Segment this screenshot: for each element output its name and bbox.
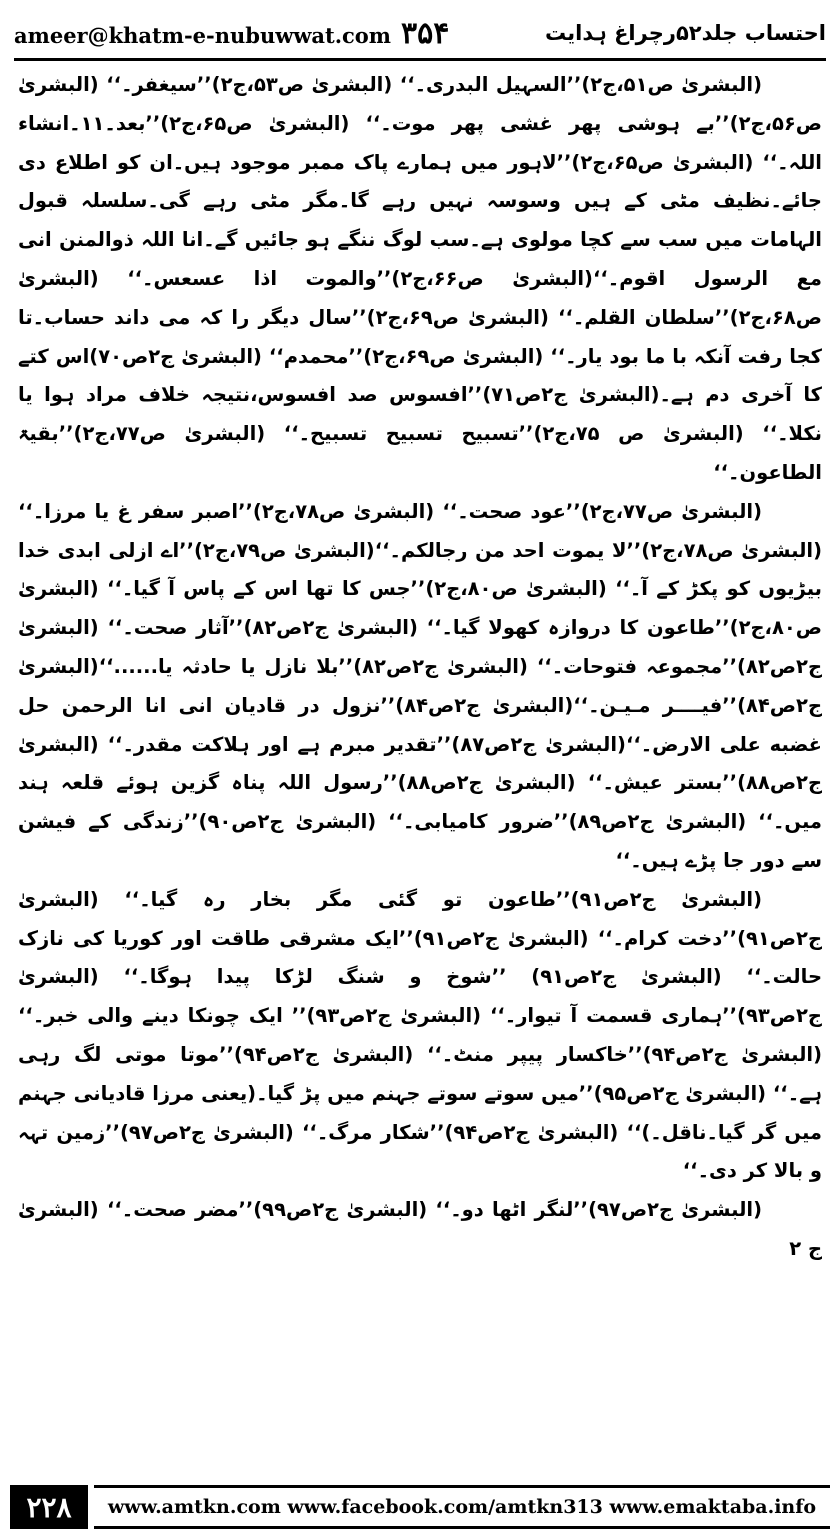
header-email: ameer@khatm-e-nubuwwat.com: [14, 22, 392, 48]
header-left: [14, 16, 449, 51]
paragraph-1: (البشریٰ ص۵۱،ج۲)’’السہیل البدری۔‘‘ (البشریٰ ص۵۳،ج۲)’’سیغفر۔‘‘ (البشریٰ ص۵۶،ج۲)’’بے ہوشی پھر غشی پھر موت۔‘‘ (البشریٰ ص۶۵،ج۲)’’بعد۔۱۱۔انشاء اللہ۔‘‘ (البشریٰ ص۶۵،ج۲)’’لاہور میں ہمارے پاک ممبر موجود ہیں۔ان کو اطلاع دی جائے۔نظیف مٹی کے ہیں وسوسہ نہیں رہے گا۔مگر مٹی رہے گی۔سلسلہ قبول الہامات میں سب سے کچا مولوی ہے۔سب لوگ ننگے ہو جائیں گے۔انا اللہ ذوالمنن انی مع الرسول اقوم۔‘‘(البشریٰ ص۶۶،ج۲)’’والموت اذا عسعس۔‘‘ (البشریٰ ص۶۸،ج۲)’’سلطان القلم۔‘‘ (البشریٰ ص۶۹،ج۲)’’سال دیگر را کہ می داند حساب۔تا کجا رفت آنکہ با ما بود یار۔‘‘ (البشریٰ ص۶۹،ج۲)’’محمدم‘‘ (البشریٰ ج۲ص۷۰)اس کتے کا آخری دم ہے۔(البشریٰ ج۲ص۷۱)’’افسوس صد افسوس،نتیجہ خلاف مراد ہوا یا نکلا۔‘‘ (البشریٰ ص ۷۵،ج۲)’’تسبیح تسبیح تسبیح۔‘‘ (البشریٰ ص۷۷،ج۲)’’بقیۃ الطاعون۔‘‘: [18, 73, 822, 484]
footer-links: www.amtkn.com www.facebook.com/amtkn313 www.emaktaba.info: [94, 1485, 830, 1529]
footer-page-number: ۲۲۸: [10, 1485, 88, 1529]
paragraph-4: (البشریٰ ج۲ص۹۷)’’لنگر اٹھا دو۔‘‘ (البشریٰ ج۲ص۹۹)’’مضر صحت۔‘‘ (البشریٰ ج ۲: [18, 1198, 822, 1260]
paragraph-2: (البشریٰ ص۷۷،ج۲)’’عود صحت۔‘‘ (البشریٰ ص۷۸،ج۲)’’اصبر سفر غ یا مرزا۔‘‘ (البشریٰ ص۷۸،ج۲)’’لا یموت احد من رجالکم۔‘‘(البشریٰ ص۷۹،ج۲)’’اے ازلی ابدی خدا بیڑیوں کو پکڑ کے آ۔‘‘ (البشریٰ ص۸۰،ج۲)’’جس کا تھا اس کے پاس آ گیا۔‘‘ (البشریٰ ص۸۰،ج۲)’’طاعون کا دروازہ کھولا گیا۔‘‘ (البشریٰ ج۲ص۸۲)’’آثار صحت۔‘‘ (البشریٰ ج۲ص۸۲)’’مجموعہ فتوحات۔‘‘ (البشریٰ ج۲ص۸۲)’’بلا نازل یا حادثہ یا......‘‘(البشریٰ ج۲ص۸۴)’’فیــــر مـیـن۔‘‘(البشریٰ ج۲ص۸۴)’’نزول در قادیان انی انا الرحمن حل غضبه علی الارض۔‘‘(البشریٰ ج۲ص۸۷)’’تقدیر مبرم ہے اور ہلاکت مقدر۔‘‘ (البشریٰ ج۲ص۸۸)’’بستر عیش۔‘‘ (البشریٰ ج۲ص۸۸)’’رسول اللہ پناہ گزین ہوئے قلعہ ہند میں۔‘‘ (البشریٰ ج۲ص۸۹)’’ضرور کامیابی۔‘‘ (البشریٰ ج۲ص۹۰)’’زندگی کے فیشن سے دور جا پڑے ہیں۔‘‘: [18, 499, 822, 872]
header-book-title: احتساب جلد۵۲رچراغ ہدایت: [545, 21, 826, 45]
page-footer: [10, 1482, 830, 1532]
page-body: [18, 66, 822, 1466]
page-header: [14, 8, 826, 61]
header-page-number: ۳۵۴: [401, 15, 450, 51]
paragraph-3: (البشریٰ ج۲ص۹۱)’’طاعون تو گئی مگر بخار رہ گیا۔‘‘ (البشریٰ ج۲ص۹۱)’’دخت کرام۔‘‘ (البشریٰ ج۲ص۹۱)’’ایک مشرقی طاقت اور کوریا کی نازک حالت۔‘‘ (البشریٰ ج۲ص۹۱) ’’شوخ و شنگ لڑکا پیدا ہوگا۔‘‘ (البشریٰ ج۲ص۹۳)’’ہماری قسمت آ تیوار۔‘‘ (البشریٰ ج۲ص۹۳)’’ ایک چونکا دینے والی خبر۔‘‘ (البشریٰ ج۲ص۹۴)’’خاکسار پیپر منٹ۔‘‘ (البشریٰ ج۲ص۹۴)’’موتا موتی لگ رہی ہے۔‘‘ (البشریٰ ج۲ص۹۵)’’میں سوتے سوتے جہنم میں پڑ گیا۔(یعنی مرزا قادیانی جہنم میں گر گیا۔ناقل۔)‘‘ (البشریٰ ج۲ص۹۴)’’شکار مرگ۔‘‘ (البشریٰ ج۲ص۹۷)’’زمین تہہ و بالا کر دی۔‘‘: [18, 887, 822, 1183]
